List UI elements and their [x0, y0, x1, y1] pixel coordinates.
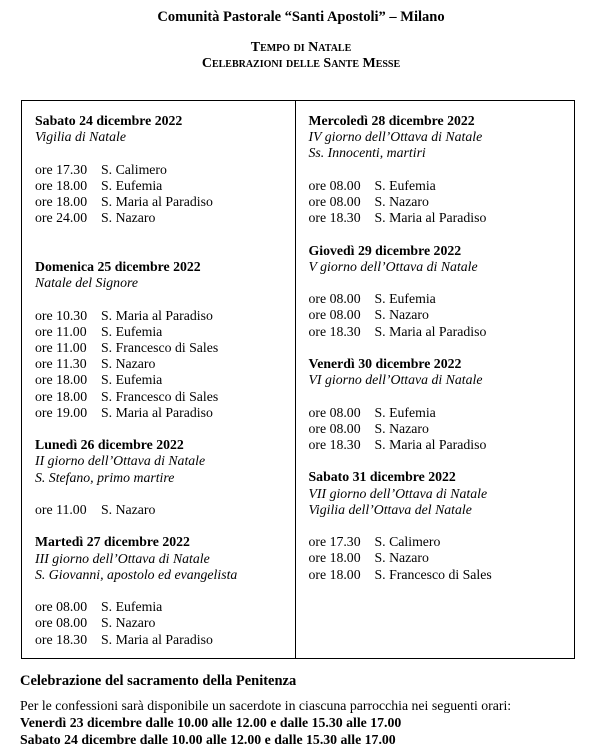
- mass-time: ore 18.30: [35, 631, 88, 647]
- mass-time: ore 11.00: [35, 323, 87, 339]
- penance-body: [20, 697, 582, 748]
- mass-church: S. Maria al Paradiso: [101, 307, 213, 323]
- day-date: Venerdì 30 dicembre 2022: [308, 355, 462, 371]
- mass-time: ore 18.30: [308, 210, 361, 226]
- penance-section: [20, 673, 582, 748]
- mass-church: S. Maria al Paradiso: [101, 194, 213, 209]
- mass-church: S. Maria al Paradiso: [374, 436, 487, 452]
- day-subtitle: Vigilia dell’Ottava del Natale: [308, 501, 472, 517]
- day-date: Giovedì 29 dicembre 2022: [308, 242, 462, 258]
- mass-church: S. Eufemia: [101, 323, 163, 339]
- mass-time: ore 08.00: [308, 177, 361, 193]
- day-block: [309, 469, 569, 582]
- mass-church: S. Maria al Paradiso: [374, 323, 487, 339]
- day-subtitle: Vigilia di Natale: [35, 129, 126, 145]
- day-subtitle: VII giorno dell’Ottava di Natale: [308, 485, 488, 501]
- penance-intro: Per le confessioni sarà disponibile un sacerdote in ciascuna parrocchia nei seguenti orari:: [20, 697, 512, 713]
- day-block: [309, 243, 569, 340]
- mass-entry: [35, 324, 289, 340]
- day-block: [35, 437, 289, 518]
- mass-entry: [35, 502, 289, 518]
- mass-church: S. Nazaro: [101, 356, 156, 372]
- mass-church: S. Nazaro: [374, 194, 429, 209]
- schedule-column-right: [296, 101, 575, 658]
- penance-slot: Sabato 24 dicembre dalle 10.00 alle 12.00 e dalle 15.30 alle 17.00: [20, 731, 396, 747]
- mass-entry: [35, 210, 289, 226]
- day-date: Mercoledì 28 dicembre 2022: [308, 113, 475, 128]
- mass-time: ore 08.00: [308, 404, 361, 420]
- day-date: Martedì 27 dicembre 2022: [35, 534, 190, 550]
- mass-time: ore 08.00: [35, 599, 88, 615]
- mass-entry: [309, 178, 569, 194]
- mass-time: ore 18.30: [308, 323, 361, 339]
- day-subtitle: II giorno dell’Ottava di Natale: [35, 453, 206, 469]
- mass-schedule-table: [21, 100, 575, 659]
- mass-time: ore 08.00: [308, 291, 361, 307]
- mass-entry: [35, 405, 289, 421]
- mass-time: ore 17.30: [35, 161, 88, 177]
- mass-entry: [309, 405, 569, 421]
- day-subtitle: VI giorno dell’Ottava di Natale: [308, 372, 483, 388]
- mass-church: S. Nazaro: [374, 550, 429, 566]
- mass-time: ore 18.00: [35, 388, 88, 404]
- mass-time: ore 18.00: [35, 177, 88, 193]
- mass-church: S. Eufemia: [374, 291, 436, 307]
- mass-list: [35, 162, 289, 227]
- mass-church: S. Eufemia: [101, 599, 163, 615]
- mass-entry: [309, 307, 569, 323]
- mass-church: S. Nazaro: [374, 307, 429, 323]
- mass-entry: [35, 178, 289, 194]
- mass-church: S. Calimero: [101, 161, 167, 177]
- mass-church: S. Francesco di Sales: [101, 339, 219, 355]
- mass-church: S. Nazaro: [101, 501, 156, 517]
- mass-church: S. Eufemia: [374, 177, 436, 193]
- day-subtitle: Ss. Innocenti, martiri: [308, 145, 426, 161]
- mass-time: ore 08.00: [308, 307, 361, 323]
- mass-church: S. Francesco di Sales: [374, 566, 492, 582]
- day-date: Domenica 25 dicembre 2022: [35, 258, 201, 274]
- mass-entry: [309, 567, 569, 583]
- schedule-column-left: [22, 101, 296, 658]
- mass-church: S. Nazaro: [374, 420, 429, 436]
- mass-time: ore 18.00: [308, 550, 361, 566]
- mass-time: ore 08.00: [35, 615, 88, 631]
- subtitle-line-1: Tempo di Natale: [250, 40, 352, 55]
- penance-slot: Venerdì 23 dicembre dalle 10.00 alle 12.00 e dalle 15.30 alle 17.00: [20, 714, 402, 730]
- mass-church: S. Maria al Paradiso: [374, 210, 487, 226]
- day-subtitle: S. Stefano, primo martire: [35, 469, 175, 485]
- day-block: [309, 113, 569, 226]
- mass-church: S. Nazaro: [101, 210, 156, 226]
- mass-entry: [35, 632, 289, 648]
- day-subtitle: III giorno dell’Ottava di Natale: [35, 550, 210, 566]
- mass-time: ore 24.00: [35, 210, 88, 226]
- mass-entry: [35, 615, 289, 631]
- mass-church: S. Francesco di Sales: [101, 388, 219, 404]
- mass-time: ore 08.00: [308, 420, 361, 436]
- mass-entry: [309, 421, 569, 437]
- mass-entry: [35, 308, 289, 324]
- mass-list: [35, 502, 289, 518]
- mass-list: [35, 308, 289, 421]
- page-title: Comunità Pastorale “Santi Apostoli” – Milano: [157, 9, 445, 25]
- mass-church: S. Nazaro: [101, 615, 156, 631]
- day-subtitle: IV giorno dell’Ottava di Natale: [308, 129, 483, 145]
- day-block: [35, 534, 289, 647]
- subtitle-line-2: Celebrazioni delle Sante Messe: [201, 55, 401, 71]
- mass-time: ore 11.00: [35, 501, 87, 517]
- mass-entry: [309, 550, 569, 566]
- mass-entry: [35, 194, 289, 210]
- mass-entry: [309, 291, 569, 307]
- day-block: [35, 113, 289, 226]
- mass-entry: [35, 389, 289, 405]
- mass-list: [309, 534, 569, 583]
- mass-church: S. Eufemia: [101, 177, 163, 193]
- day-subtitle: V giorno dell’Ottava di Natale: [308, 258, 478, 274]
- mass-church: S. Eufemia: [101, 372, 163, 388]
- mass-church: S. Maria al Paradiso: [101, 631, 213, 647]
- mass-entry: [309, 324, 569, 340]
- mass-time: ore 18.00: [35, 372, 88, 388]
- day-subtitle: Natale del Signore: [35, 275, 138, 291]
- mass-entry: [309, 210, 569, 226]
- day-block: [35, 259, 289, 421]
- mass-entry: [309, 534, 569, 550]
- mass-church: S. Calimero: [374, 534, 441, 550]
- day-date: Sabato 31 dicembre 2022: [308, 469, 456, 485]
- mass-time: ore 11.00: [35, 339, 87, 355]
- day-block: [309, 356, 569, 453]
- mass-time: ore 18.30: [308, 436, 361, 452]
- mass-time: ore 19.00: [35, 404, 88, 420]
- mass-time: ore 08.00: [308, 194, 361, 209]
- day-date: Sabato 24 dicembre 2022: [35, 113, 183, 128]
- mass-time: ore 11.30: [35, 356, 87, 372]
- mass-entry: [309, 437, 569, 453]
- mass-time: ore 18.00: [35, 194, 88, 209]
- mass-church: S. Eufemia: [374, 404, 436, 420]
- day-date: Lunedì 26 dicembre 2022: [35, 437, 184, 453]
- document-header: [20, 9, 582, 71]
- penance-slot-list: [20, 714, 582, 748]
- document-subtitles: [20, 40, 582, 71]
- mass-entry: [35, 599, 289, 615]
- mass-time: ore 17.30: [308, 534, 361, 550]
- mass-entry: [309, 194, 569, 210]
- mass-time: ore 10.30: [35, 307, 88, 323]
- day-subtitle: S. Giovanni, apostolo ed evangelista: [35, 566, 238, 582]
- mass-list: [35, 599, 289, 648]
- mass-entry: [35, 340, 289, 356]
- mass-list: [309, 291, 569, 340]
- penance-heading: Celebrazione del sacramento della Penitenza: [20, 672, 297, 689]
- mass-entry: [35, 162, 289, 178]
- mass-time: ore 18.00: [308, 566, 361, 582]
- mass-list: [309, 178, 569, 227]
- mass-entry: [35, 356, 289, 372]
- mass-church: S. Maria al Paradiso: [101, 404, 213, 420]
- mass-list: [309, 405, 569, 454]
- mass-entry: [35, 372, 289, 388]
